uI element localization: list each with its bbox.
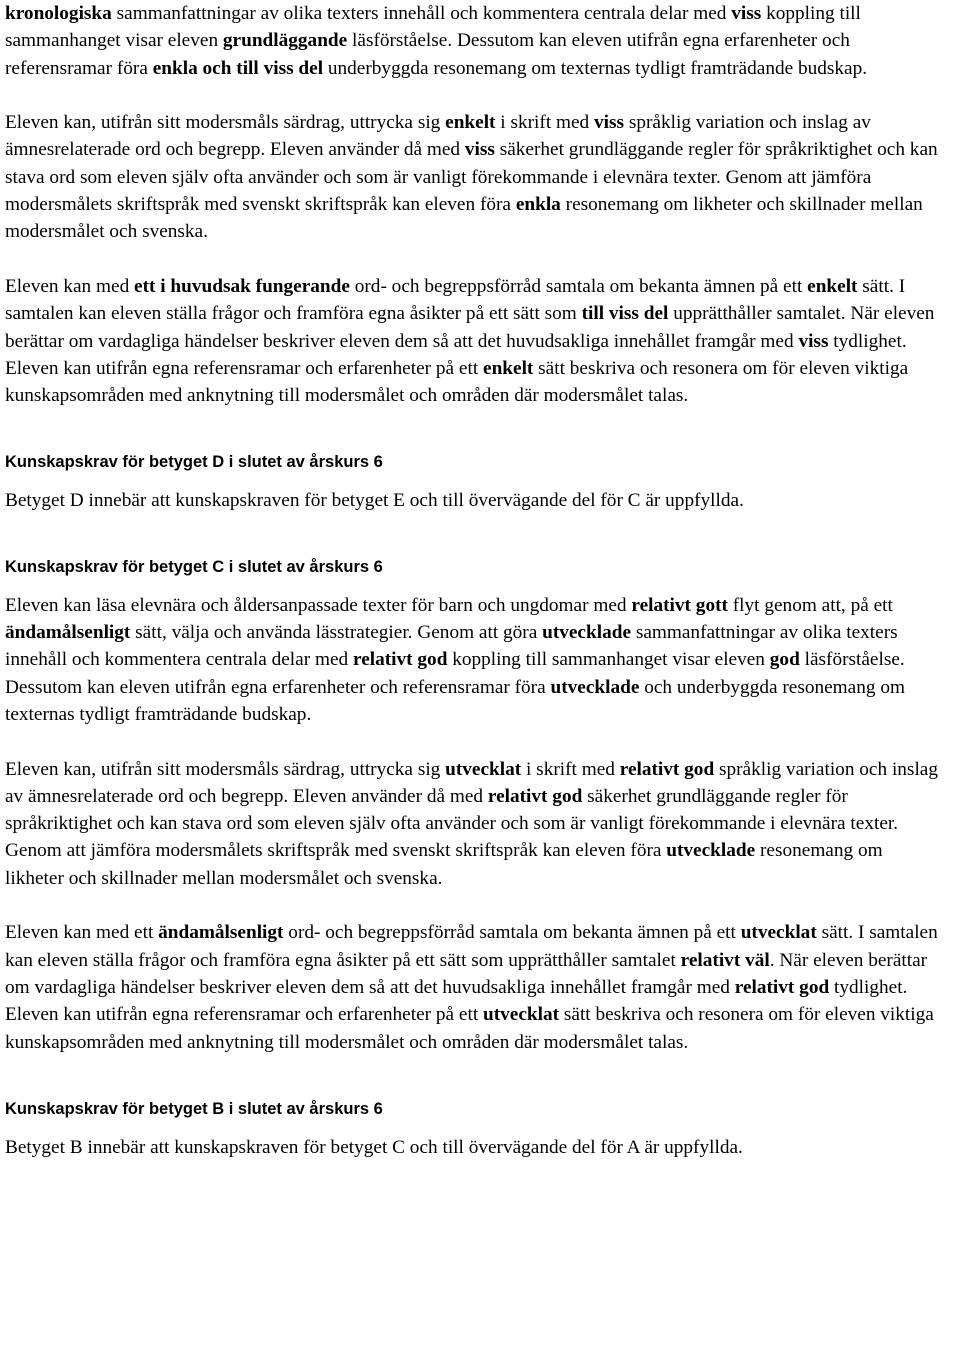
text-segment: läsförståelse. Dessutom kan eleven utifrån egna erfarenheter och referensramar föra xyxy=(5,649,905,698)
paragraph-e-speaking xyxy=(5,273,946,409)
text-segment: sammanfattningar av olika texters innehåll och kommentera centrala delar med xyxy=(111,3,732,24)
paragraph-c-reading xyxy=(5,592,946,728)
text-segment: underbyggda resonemang om texternas tydligt framträdande budskap. xyxy=(323,57,868,79)
emphasized-text: viss xyxy=(594,112,625,134)
emphasized-text: utvecklat xyxy=(445,758,522,780)
paragraph-grade-b xyxy=(5,1134,946,1161)
emphasized-text: utvecklat xyxy=(740,922,817,944)
text-segment: . När eleven berättar om vardagliga händelser beskriver eleven dem så att det huvudsakliga innehållet framgår med xyxy=(5,949,928,998)
text-segment: ord- och begreppsförråd samtala om bekanta ämnen på ett xyxy=(349,275,808,297)
text-segment: tydlighet. Eleven kan utifrån egna referensramar och erfarenheter på ett xyxy=(5,330,907,379)
text-segment: i skrift med xyxy=(495,112,595,134)
emphasized-text: enkla och till viss del xyxy=(152,57,324,79)
emphasized-text: utvecklade xyxy=(550,676,640,698)
heading-grade-b: Kunskapskrav för betyget B i slutet av årskurs 6 xyxy=(5,1099,383,1118)
text-segment: koppling till sammanhanget visar eleven xyxy=(5,3,861,52)
paragraph-c-speaking xyxy=(5,919,946,1055)
text-segment: Eleven kan läsa elevnära och åldersanpassade texter för barn och ungdomar med xyxy=(5,594,632,616)
text-segment: upprätthåller samtalet. När eleven berättar om vardagliga händelser beskriver eleven dem så att det huvudsakliga innehållet framgår med xyxy=(5,303,935,352)
emphasized-text: enkelt xyxy=(807,275,858,297)
text-segment: sätt. I samtalen kan eleven ställa frågor och framföra egna åsikter på ett sätt som xyxy=(5,275,906,325)
text-segment: språklig variation och inslag av ämnesrelaterade ord och begrepp. Eleven använder då med xyxy=(5,758,938,807)
emphasized-text: enkla xyxy=(515,194,561,216)
emphasized-text: relativt god xyxy=(619,758,715,780)
text-segment: sätt. I samtalen kan eleven ställa frågor och framföra egna åsikter på ett sätt som upprätthåller samtalet xyxy=(5,922,938,971)
text-segment: säkerhet grundläggande regler för språkriktighet och kan stava ord som eleven själv ofta använder och som är vanligt förekommande i elevnära texter. Genom att jämföra modersmålets skriftspråk med svenskt skriftspråk kan eleven föra xyxy=(5,139,938,216)
emphasized-text: viss xyxy=(464,139,495,161)
text-segment: resonemang om likheter och skillnader mellan modersmålet och svenska. xyxy=(5,840,883,889)
text-segment: ord- och begreppsförråd samtala om bekanta ämnen på ett xyxy=(283,922,741,944)
paragraph-e-writing xyxy=(5,109,946,245)
emphasized-text: enkelt xyxy=(483,357,534,379)
emphasized-text: viss xyxy=(731,3,762,24)
text-segment: Eleven kan, utifrån sitt modersmåls särdrag, uttrycka sig xyxy=(5,112,446,134)
text-segment: Betyget B innebär att kunskapskraven för betyget C och till övervägande del för A är uppfyllda. xyxy=(5,1136,743,1158)
text-segment: sätt beskriva och resonera om för eleven viktiga kunskapsområden med anknytning till modersmålet och områden där modersmålet talas. xyxy=(5,357,909,407)
emphasized-text: till viss del xyxy=(581,303,669,325)
emphasized-text: utvecklat xyxy=(483,1004,560,1026)
text-segment: Eleven kan med xyxy=(5,275,135,297)
paragraph-e-reading xyxy=(5,0,946,82)
text-segment: Betyget D innebär att kunskapskraven för betyget E och till övervägande del för C är uppfyllda. xyxy=(5,490,744,512)
emphasized-text: ändamålsenligt xyxy=(5,622,131,644)
emphasized-text: ändamålsenligt xyxy=(158,922,284,944)
heading-grade-d: Kunskapskrav för betyget D i slutet av årskurs 6 xyxy=(5,453,383,472)
text-segment: språklig variation och inslag av ämnesrelaterade ord och begrepp. Eleven använder då med xyxy=(5,112,871,161)
paragraph-grade-d xyxy=(5,487,946,514)
emphasized-text: relativt god xyxy=(487,785,583,807)
emphasized-text: utvecklade xyxy=(666,840,756,862)
emphasized-text: utvecklade xyxy=(542,622,631,644)
emphasized-text: relativt väl xyxy=(680,949,770,971)
paragraph-c-writing xyxy=(5,756,946,892)
text-segment: sammanfattningar av olika texters innehåll och kommentera centrala delar med xyxy=(5,622,898,671)
heading-grade-c: Kunskapskrav för betyget C i slutet av årskurs 6 xyxy=(5,557,383,576)
text-segment: resonemang om likheter och skillnader mellan modersmålet och svenska. xyxy=(5,194,923,243)
emphasized-text: kronologiska xyxy=(5,3,112,24)
text-segment: säkerhet grundläggande regler för språkriktighet och kan stava ord som eleven själv ofta använder och som är vanligt förekommande i elevnära texter. Genom att jämföra modersmålets skriftspråk med svenskt skriftspråk kan eleven föra xyxy=(5,785,899,862)
text-segment: i skrift med xyxy=(521,758,620,780)
text-segment: Eleven kan, utifrån sitt modersmåls särdrag, uttrycka sig xyxy=(5,758,446,780)
text-segment: sätt, välja och använda lässtrategier. Genom att göra xyxy=(130,622,543,644)
text-segment: koppling till sammanhanget visar eleven xyxy=(447,649,770,671)
emphasized-text: enkelt xyxy=(445,112,496,134)
emphasized-text: viss xyxy=(798,330,829,352)
emphasized-text: grundläggande xyxy=(222,30,348,52)
text-segment: flyt genom att, på ett xyxy=(727,594,893,616)
text-segment: och underbyggda resonemang om texternas tydligt framträdande budskap. xyxy=(5,676,905,725)
emphasized-text: relativt god xyxy=(734,976,830,998)
text-segment: tydlighet. Eleven kan utifrån egna referensramar och erfarenheter på ett xyxy=(5,976,908,1026)
emphasized-text: god xyxy=(769,649,800,671)
text-segment: läsförståelse. Dessutom kan eleven utifrån egna erfarenheter och referensramar föra xyxy=(5,30,850,79)
text-segment: sätt beskriva och resonera om för eleven viktiga kunskapsområden med anknytning till modersmålet och områden där modersmålet talas. xyxy=(5,1004,934,1053)
emphasized-text: relativt gott xyxy=(631,594,728,616)
emphasized-text: relativt god xyxy=(352,649,448,671)
emphasized-text: ett i huvudsak fungerande xyxy=(134,275,350,297)
text-segment: Eleven kan med ett xyxy=(5,922,159,944)
